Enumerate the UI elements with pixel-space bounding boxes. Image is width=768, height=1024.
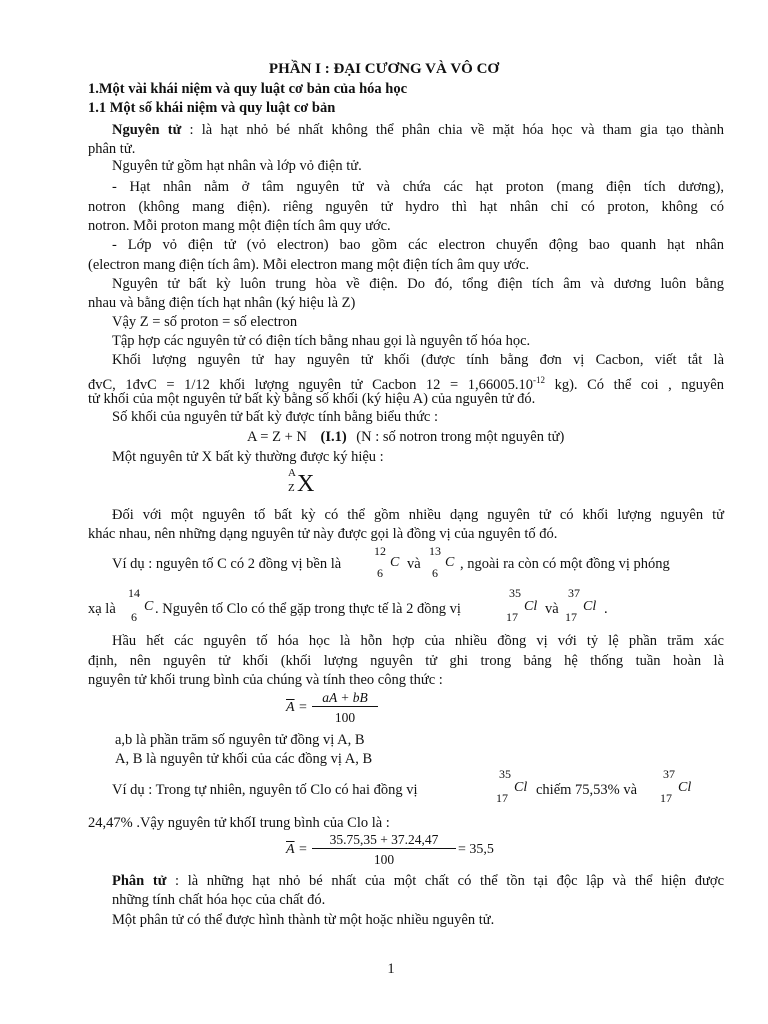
mass-number: A <box>288 467 296 479</box>
molecule-def-line1 <box>112 872 724 890</box>
isotope-mass: 35 <box>499 767 511 781</box>
isotope-mass: 37 <box>568 586 580 600</box>
formula-expression: A = Z + N <box>247 429 307 445</box>
subsection-heading: 1.1 Một số khái niệm và quy luật cơ bản <box>88 100 336 116</box>
calc-denominator: 100 <box>312 848 456 869</box>
average-mass-formula <box>286 690 406 730</box>
isotope-mass: 13 <box>429 544 441 558</box>
atom-definition-line1 <box>112 121 724 139</box>
isotope-symbol: C <box>390 555 400 570</box>
molecule-term: Phân tử <box>112 873 167 889</box>
atomic-mass-text-end: kg). Có thể coi , nguyên <box>545 376 724 393</box>
ab-percent-note: a,b là phần trăm số nguyên tử đồng vị A, B <box>115 732 365 748</box>
calc-equals: = <box>299 842 307 857</box>
period: . <box>604 601 608 617</box>
calc-lhs: $\overline{A}$ <box>286 842 295 857</box>
page-number: 1 <box>387 961 395 977</box>
isotope-symbol: Cl <box>514 780 528 795</box>
and-word: và <box>407 556 421 572</box>
atomic-mass-line3: tử khối của một nguyên tử bất kỳ bằng số khối (ký hiệu A) của nguyên tử đó. <box>88 391 536 407</box>
isotope-mass: 12 <box>374 544 386 558</box>
isotope-c12 <box>374 545 404 581</box>
atomic-number: Z <box>288 482 295 494</box>
example2-line2: 24,47% .Vậy nguyên tử khốI trung bình của Clo là : <box>88 815 390 831</box>
example1-line2-start: xạ là <box>88 601 116 617</box>
formula-note: (N : số notron trong một nguyên tử) <box>356 429 565 445</box>
isotope-mass: 35 <box>509 586 521 600</box>
avg-lhs: $\overline{A}$ <box>286 700 295 715</box>
example2-mid: chiếm 75,53% và <box>536 782 638 798</box>
isotope-def-line1: Đối với một nguyên tố bất kỳ có thể gồm nhiều dạng nguyên tử có khối lượng nguyên tử <box>112 507 724 523</box>
isotope-symbol: Cl <box>678 780 692 795</box>
isotope-c14 <box>128 587 158 623</box>
isotope-z: 6 <box>131 610 137 624</box>
isotope-symbol: C <box>445 555 455 570</box>
notation-intro: Một nguyên tử X bất kỳ thường được ký hiệu : <box>112 449 384 465</box>
atom-definition-line2: phân tử. <box>88 141 136 157</box>
isotope-cl37 <box>565 587 605 623</box>
element-definition: Tập hợp các nguyên tử có điện tích bằng nhau gọi là nguyên tố hóa học. <box>112 333 531 349</box>
example2-intro: Ví dụ : Trong tự nhiên, nguyên tố Clo có hai đồng vị <box>112 782 418 798</box>
z-equation: Vậy Z = số proton = số electron <box>112 314 298 330</box>
atomic-mass-line1: Khối lượng nguyên tử hay nguyên tử khối (được tính bằng đơn vị Cacbon, viết tắt là <box>112 352 724 368</box>
calc-fraction <box>312 832 456 869</box>
nuclide-notation <box>286 467 326 501</box>
isotope-mass: 14 <box>128 586 140 600</box>
calc-result: = 35,5 <box>458 842 494 857</box>
isotope-cl35 <box>506 587 546 623</box>
shell-line2: (electron mang điện tích âm). Mỗi electron mang một điện tích âm quy ước. <box>88 257 530 273</box>
atomic-mass-text: đvC, 1đvC = 1/12 khối lượng nguyên tử Cacbon 12 = 1,66005.10 <box>88 376 533 393</box>
avg-equals: = <box>299 700 307 715</box>
isotope-z: 6 <box>377 566 383 580</box>
isotope-mass: 37 <box>663 767 675 781</box>
isotope-symbol: Cl <box>583 599 597 614</box>
isotope-z: 17 <box>660 791 672 805</box>
example1-line2-mid: . Nguyên tố Clo có thể gặp trong thực tế là 2 đồng vị <box>155 601 461 617</box>
avg-denominator: 100 <box>312 706 378 727</box>
isotope-symbol: C <box>144 599 154 614</box>
isotope-def-line2: khác nhau, nên những dạng nguyên tử này được gọi là đồng vị của nguyên tố đó. <box>88 526 558 542</box>
isotope-z: 17 <box>506 610 518 624</box>
nucleus-line1: - Hạt nhân nằm ở tâm nguyên tử và chứa các hạt proton (mang điện tích dương), <box>112 179 724 195</box>
mass-number-intro: Số khối của nguyên tử bất kỳ được tính bằng biểu thức : <box>112 409 439 425</box>
isotope-cl37-b <box>660 768 700 804</box>
isotope-symbol: Cl <box>524 599 538 614</box>
section-heading: 1.Một vài khái niệm và quy luật cơ bản của hóa học <box>88 81 408 97</box>
avg-numerator: aA + bB <box>322 690 368 705</box>
neutrality-line2: nhau và bằng điện tích hạt nhân (ký hiệu là Z) <box>88 295 356 311</box>
molecule-def-line2: những tính chất hóa học của chất đó. <box>112 892 326 908</box>
and-word-2: và <box>545 601 559 617</box>
isotope-cl35-b <box>496 768 536 804</box>
atom-definition-text: : là hạt nhỏ bé nhất không thể phân chia về mặt hóa học và tham gia tạo thành <box>189 122 725 138</box>
ab-mass-note: A, B là nguyên tử khối của các đồng vị A, B <box>115 751 373 767</box>
molecule-formation: Một phân tử có thể được hình thành từ một hoặc nhiều nguyên tử. <box>112 912 495 928</box>
formula-tag: (I.1) <box>320 429 347 445</box>
page-title: PHẦN I : ĐẠI CƯƠNG VÀ VÔ CƠ <box>268 61 500 77</box>
nucleus-line2: notron (không mang điện). riêng nguyên tử hydro thì hạt nhân chỉ có proton, không có <box>88 199 724 215</box>
mixture-line2: định, nên nguyên tử khối (khối lượng nguyên tử ghi trong bảng hệ thống tuần hoàn là <box>88 653 724 669</box>
neutrality-line1: Nguyên tử bất kỳ luôn trung hòa về điện. Do đó, tổng điện tích âm và dương luôn bằng <box>112 276 724 292</box>
shell-line1: - Lớp vỏ điện tử (vỏ electron) bao gồm các electron chuyển động bao quanh hạt nhân <box>112 237 724 253</box>
isotope-z: 17 <box>565 610 577 624</box>
isotope-z: 17 <box>496 791 508 805</box>
isotope-z: 6 <box>432 566 438 580</box>
mass-number-formula <box>247 428 564 446</box>
atom-term: Nguyên tử <box>112 122 182 138</box>
chlorine-average-formula <box>286 832 494 872</box>
isotope-c13 <box>429 545 459 581</box>
nucleus-line3: notron. Mỗi proton mang một điện tích âm quy ước. <box>88 218 391 234</box>
element-symbol: X <box>297 471 315 497</box>
exponent: -12 <box>533 375 545 385</box>
example1-continue: , ngoài ra còn có một đồng vị phóng <box>460 556 670 572</box>
mixture-line1: Hầu hết các nguyên tố hóa học là hỗn hợp của nhiều đồng vị với tỷ lệ phần trăm xác <box>112 633 724 649</box>
atom-composition: Nguyên tử gồm hạt nhân và lớp vỏ điện tử. <box>112 158 362 174</box>
calc-numerator: 35.75,35 + 37.24,47 <box>329 832 439 847</box>
avg-fraction <box>312 690 378 727</box>
mixture-line3: nguyên tử khối trung bình của chúng và tính theo công thức : <box>88 672 443 688</box>
example1-intro: Ví dụ : nguyên tố C có 2 đồng vị bền là <box>112 556 342 572</box>
molecule-definition-text: : là những hạt nhỏ bé nhất của một chất có thể tồn tại độc lập và thể hiện được <box>175 873 725 889</box>
